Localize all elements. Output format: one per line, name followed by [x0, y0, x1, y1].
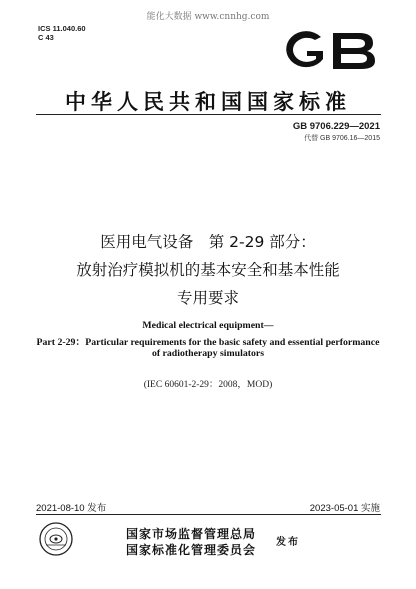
issuer-samr: 国家市场监督管理总局 [126, 527, 257, 541]
title-en-line2: Part 2-29：Particular requirements for the basic safety and essential performance [36, 337, 380, 348]
ics-code: ICS 11.040.60 [38, 24, 86, 33]
gb-logo [281, 29, 379, 73]
watermark: 能化大数据 www.cnnhg.com [146, 12, 270, 22]
official-seal-icon [38, 521, 74, 557]
publish-date: 2021-08-10 发布 [36, 503, 107, 514]
classification-block [38, 24, 86, 42]
title-cn-line1: 医用电气设备 第 2-29 部分： [100, 233, 316, 251]
title-en-line1: Medical electrical equipment— [142, 320, 274, 331]
gb-logo-b [333, 33, 375, 69]
issue-label: 发布 [276, 537, 300, 548]
standard-number: GB 9706.229—2021 [292, 121, 380, 132]
adoption-note: (IEC 60601-2-29：2008，MOD) [143, 380, 273, 390]
ccs-code: C 43 [38, 33, 54, 42]
header-divider [36, 114, 381, 115]
implementation-date: 2023-05-01 实施 [309, 503, 380, 514]
footer-divider [36, 514, 381, 515]
national-standard-title: 中华人民共和国国家标准 [65, 89, 351, 114]
issuer-sac: 国家标准化管理委员会 [126, 543, 257, 557]
replaces-standard: 代替 GB 9706.16—2015 [304, 135, 380, 142]
title-cn-line3: 专用要求 [176, 289, 239, 307]
title-cn-line2: 放射治疗模拟机的基本安全和基本性能 [76, 261, 340, 279]
title-en-line3: of radiotherapy simulators [151, 348, 265, 359]
gb-logo-g [286, 31, 323, 67]
